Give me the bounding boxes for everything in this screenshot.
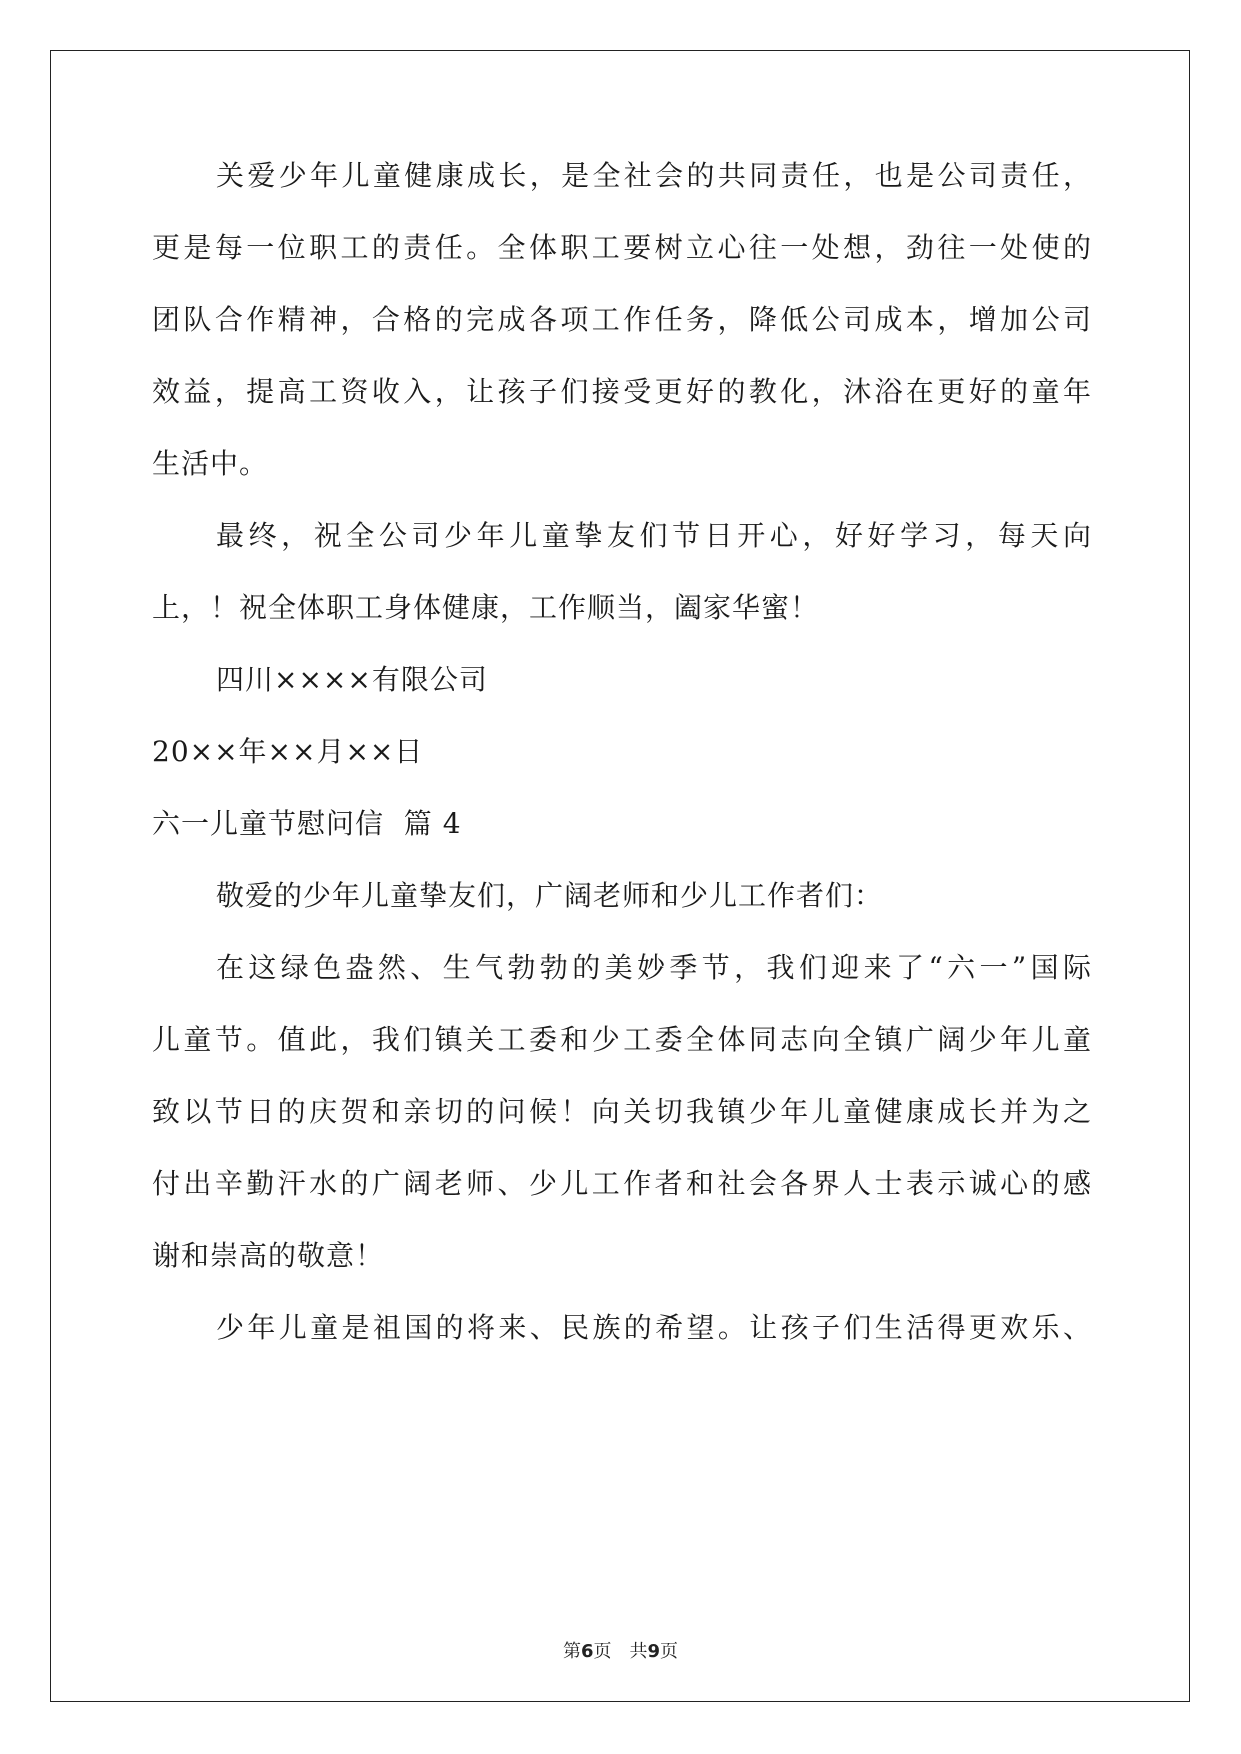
paragraph-line: 最终，祝全公司少年儿童挚友们节日开心，好好学习，每天向 bbox=[216, 519, 1092, 552]
paragraph-line: 更是每一位职工的责任。全体职工要树立心往一处想，劲往一处使的 bbox=[152, 231, 1092, 264]
paragraph-line: 儿童节。值此，我们镇关工委和少工委全体同志向全镇广阔少年儿童 bbox=[152, 1023, 1092, 1056]
footer-page-number: 6 bbox=[580, 1641, 594, 1662]
paragraph-line: 少年儿童是祖国的将来、民族的希望。让孩子们生活得更欢乐、 bbox=[216, 1311, 1092, 1344]
paragraph-line: 效益，提高工资收入，让孩子们接受更好的教化，沐浴在更好的童年 bbox=[152, 375, 1092, 408]
paragraph-line: 生活中。 bbox=[152, 447, 269, 480]
paragraph-line: 团队合作精神，合格的完成各项工作任务，降低公司成本，增加公司 bbox=[152, 303, 1092, 336]
signature-date: 20××年××月××日 bbox=[152, 735, 424, 768]
salutation: 敬爱的少年儿童挚友们，广阔老师和少儿工作者们： bbox=[216, 879, 884, 912]
footer-total-prefix: 共 bbox=[629, 1641, 648, 1662]
section-heading: 六一儿童节慰问信 篇 4 bbox=[152, 807, 462, 840]
paragraph-line: 付出辛勤汗水的广阔老师、少儿工作者和社会各界人士表示诚心的感 bbox=[152, 1167, 1092, 1200]
footer-total-pages: 9 bbox=[647, 1641, 661, 1662]
paragraph-line: 谢和崇高的敬意！ bbox=[152, 1239, 385, 1272]
paragraph-line: 关爱少年儿童健康成长，是全社会的共同责任，也是公司责任， bbox=[216, 159, 1092, 192]
footer-total-suffix: 页 bbox=[660, 1641, 679, 1662]
paragraph-line: 在这绿色盎然、生气勃勃的美妙季节，我们迎来了“六一”国际 bbox=[216, 951, 1092, 984]
page-footer bbox=[0, 1640, 1241, 1664]
footer-page-suffix: 页 bbox=[593, 1641, 612, 1662]
footer-page-prefix: 第 bbox=[562, 1641, 581, 1662]
signature-company: 四川××××有限公司 bbox=[216, 663, 488, 696]
paragraph-line: 上，！祝全体职工身体健康，工作顺当，阖家华蜜！ bbox=[152, 591, 820, 624]
paragraph-line: 致以节日的庆贺和亲切的问候！向关切我镇少年儿童健康成长并为之 bbox=[152, 1095, 1092, 1128]
